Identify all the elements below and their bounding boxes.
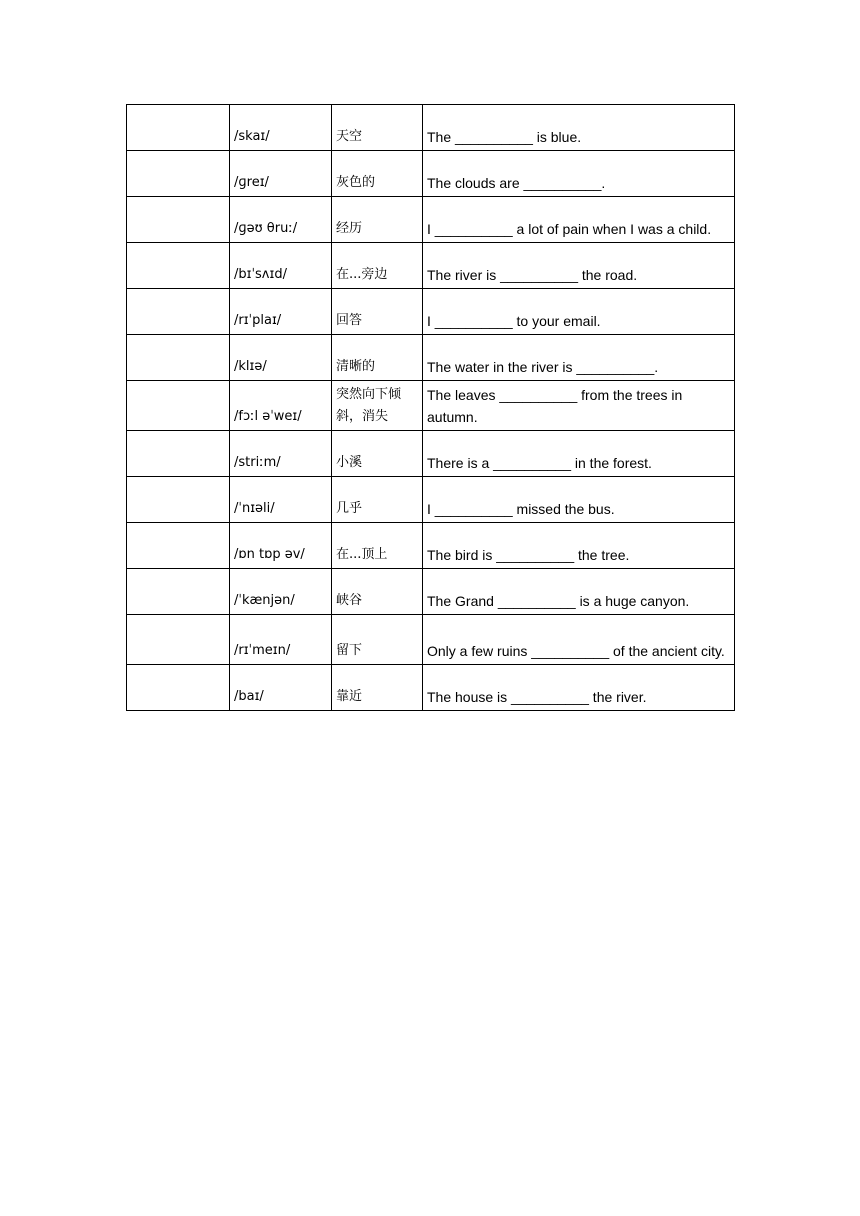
example-sentence-cell: I __________ missed the bus. (423, 477, 735, 523)
phonetic-cell: /ˈnɪəli/ (230, 477, 332, 523)
example-sentence-cell: The house is __________ the river. (423, 665, 735, 711)
table-row (127, 197, 735, 243)
example-sentence-cell: The leaves __________ from the trees in autumn. (423, 381, 735, 431)
table-row (127, 665, 735, 711)
chinese-meaning-cell: 清晰的 (332, 335, 423, 381)
word-blank-cell[interactable] (127, 523, 230, 569)
word-blank-cell[interactable] (127, 151, 230, 197)
table-row (127, 615, 735, 665)
example-sentence-cell: The clouds are __________. (423, 151, 735, 197)
chinese-meaning-cell: 灰色的 (332, 151, 423, 197)
phonetic-cell: /klɪə/ (230, 335, 332, 381)
word-blank-cell[interactable] (127, 615, 230, 665)
example-sentence-cell: I __________ to your email. (423, 289, 735, 335)
word-blank-cell[interactable] (127, 381, 230, 431)
chinese-meaning-cell: 靠近 (332, 665, 423, 711)
chinese-meaning-cell: 突然向下倾斜，消失 (332, 381, 423, 431)
phonetic-cell: /baɪ/ (230, 665, 332, 711)
word-blank-cell[interactable] (127, 431, 230, 477)
example-sentence-cell: The __________ is blue. (423, 105, 735, 151)
example-sentence-cell: Only a few ruins __________ of the ancient city. (423, 615, 735, 665)
chinese-meaning-cell: 在...顶上 (332, 523, 423, 569)
chinese-meaning-cell: 回答 (332, 289, 423, 335)
table-row (127, 243, 735, 289)
chinese-meaning-cell: 天空 (332, 105, 423, 151)
chinese-meaning-cell: 小溪 (332, 431, 423, 477)
table-row (127, 477, 735, 523)
example-sentence-cell: There is a __________ in the forest. (423, 431, 735, 477)
phonetic-cell: /rɪˈplaɪ/ (230, 289, 332, 335)
chinese-meaning-cell: 峡谷 (332, 569, 423, 615)
table-row (127, 289, 735, 335)
word-blank-cell[interactable] (127, 243, 230, 289)
phonetic-cell: /ˈkænjən/ (230, 569, 332, 615)
word-blank-cell[interactable] (127, 105, 230, 151)
table-row (127, 523, 735, 569)
vocabulary-table-body (127, 105, 735, 711)
phonetic-cell: /striːm/ (230, 431, 332, 477)
chinese-meaning-cell: 在...旁边 (332, 243, 423, 289)
table-row (127, 431, 735, 477)
chinese-meaning-cell: 经历 (332, 197, 423, 243)
table-row (127, 105, 735, 151)
table-row (127, 569, 735, 615)
phonetic-cell: /ɒn tɒp əv/ (230, 523, 332, 569)
word-blank-cell[interactable] (127, 335, 230, 381)
phonetic-cell: /bɪˈsʌɪd/ (230, 243, 332, 289)
table-row (127, 151, 735, 197)
word-blank-cell[interactable] (127, 477, 230, 523)
phonetic-cell: /skaɪ/ (230, 105, 332, 151)
example-sentence-cell: The Grand __________ is a huge canyon. (423, 569, 735, 615)
phonetic-cell: /fɔːl əˈweɪ/ (230, 381, 332, 431)
word-blank-cell[interactable] (127, 569, 230, 615)
word-blank-cell[interactable] (127, 665, 230, 711)
example-sentence-cell: I __________ a lot of pain when I was a child. (423, 197, 735, 243)
chinese-meaning-cell: 几乎 (332, 477, 423, 523)
word-blank-cell[interactable] (127, 197, 230, 243)
chinese-meaning-cell: 留下 (332, 615, 423, 665)
phonetic-cell: /ɡreɪ/ (230, 151, 332, 197)
table-row (127, 381, 735, 431)
phonetic-cell: /rɪˈmeɪn/ (230, 615, 332, 665)
example-sentence-cell: The river is __________ the road. (423, 243, 735, 289)
vocabulary-table (126, 104, 735, 711)
example-sentence-cell: The water in the river is __________. (423, 335, 735, 381)
table-row (127, 335, 735, 381)
word-blank-cell[interactable] (127, 289, 230, 335)
phonetic-cell: /ɡəʊ θruː/ (230, 197, 332, 243)
example-sentence-cell: The bird is __________ the tree. (423, 523, 735, 569)
